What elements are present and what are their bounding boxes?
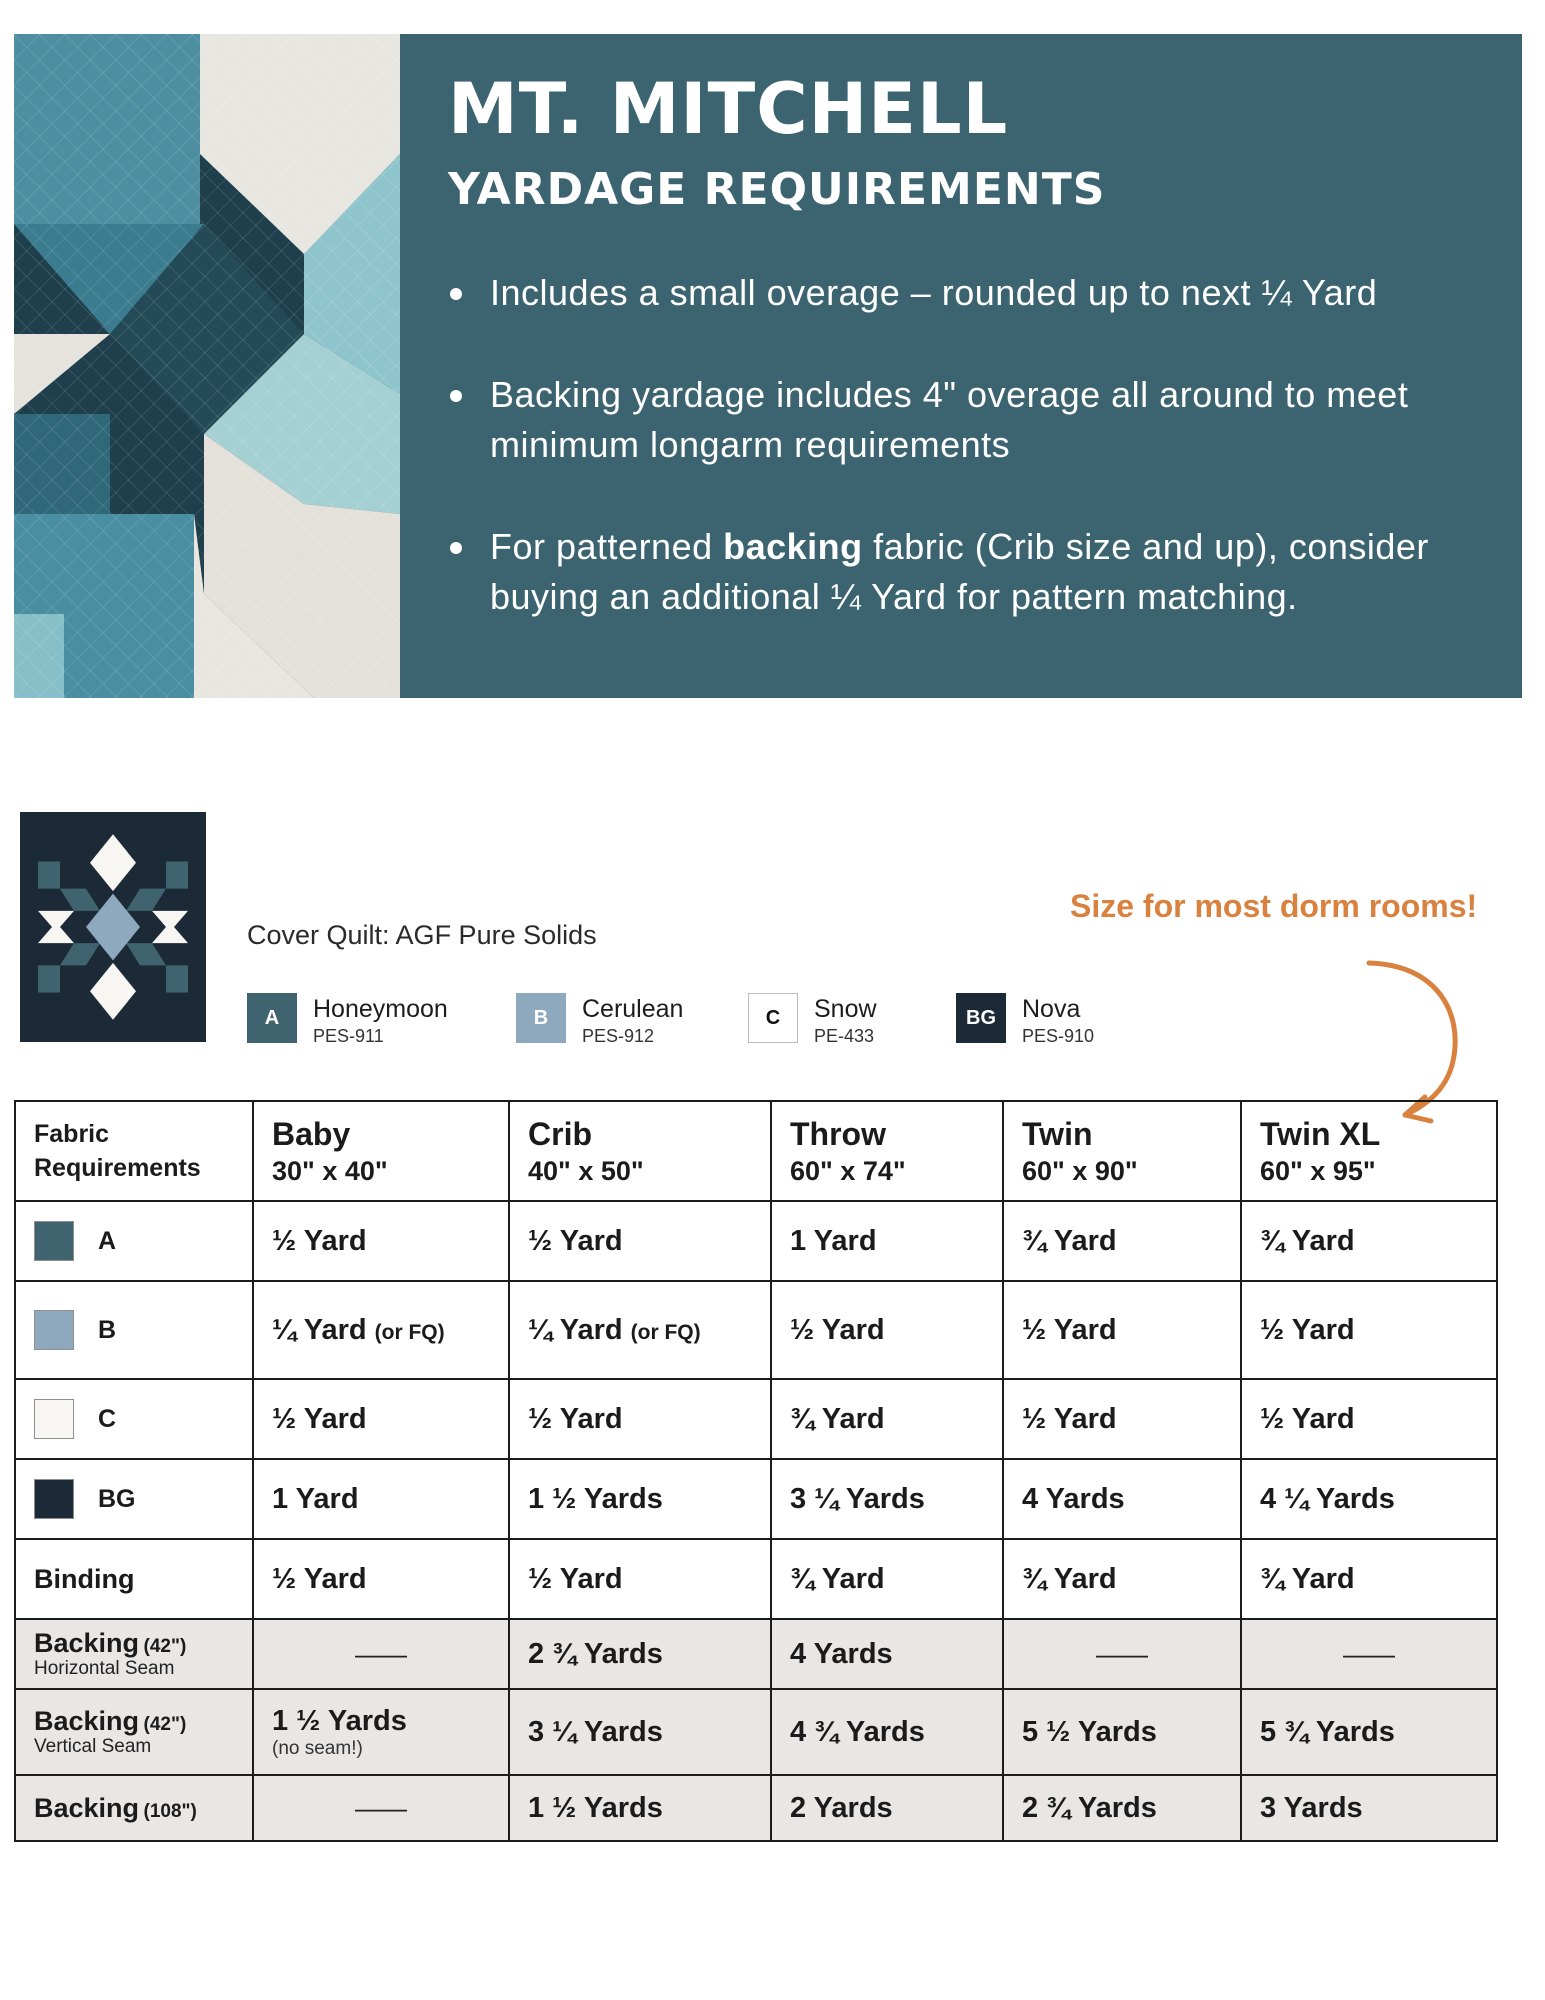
yardage-table xyxy=(14,1100,1498,1842)
swatch-code: PES-910 xyxy=(1022,1026,1095,1046)
cover-quilt-label: Cover Quilt: AGF Pure Solids xyxy=(247,920,597,950)
table-cell: ¾ Yard xyxy=(1241,1201,1497,1281)
swatch-name: Cerulean xyxy=(582,995,684,1023)
swatch-chip: B xyxy=(516,993,566,1043)
swatch-name: Nova xyxy=(1022,995,1081,1023)
table-cell: ½ Yard xyxy=(1241,1281,1497,1379)
table-row xyxy=(15,1775,1497,1841)
table-cell: ½ Yard xyxy=(509,1539,771,1619)
swatch-chip: A xyxy=(247,993,297,1043)
table-cell: 2 ¾ Yards xyxy=(1003,1775,1241,1841)
cover-quilt-thumbnail xyxy=(20,812,206,1042)
fabric-swatch-bg xyxy=(34,1479,74,1519)
header-banner xyxy=(14,34,1522,698)
table-cell: ¾ Yard xyxy=(1003,1539,1241,1619)
swatch-chip: BG xyxy=(956,993,1006,1043)
header-size-twin-xl: Twin XL 60" x 95" xyxy=(1241,1101,1497,1201)
table-cell: ½ Yard xyxy=(1003,1281,1241,1379)
table-header-row xyxy=(15,1101,1497,1201)
binding-label: Binding xyxy=(15,1539,253,1619)
note-item: Includes a small overage – rounded up to next ¼ Yard xyxy=(448,268,1488,318)
table-cell: 1 Yard xyxy=(253,1459,509,1539)
header-size-crib: Crib 40" x 50" xyxy=(509,1101,771,1201)
table-cell: —— xyxy=(253,1775,509,1841)
table-cell: —— xyxy=(1241,1619,1497,1689)
table-cell: ½ Yard xyxy=(1003,1379,1241,1459)
header-size-throw: Throw 60" x 74" xyxy=(771,1101,1003,1201)
table-cell: 5 ¾ Yards xyxy=(1241,1689,1497,1775)
table-cell: 2 ¾ Yards xyxy=(509,1619,771,1689)
fabric-swatch-b xyxy=(34,1310,74,1350)
table-row xyxy=(15,1689,1497,1775)
backing-vertical-label: Backing (42") Vertical Seam xyxy=(15,1689,253,1775)
swatch-name: Honeymoon xyxy=(313,995,448,1023)
table-cell: 4 Yards xyxy=(771,1619,1003,1689)
table-cell: 2 Yards xyxy=(771,1775,1003,1841)
table-cell: ¼ Yard (or FQ) xyxy=(253,1281,509,1379)
swatch-code: PE-433 xyxy=(814,1026,875,1046)
table-cell: ¾ Yard xyxy=(1003,1201,1241,1281)
swatch-code: PES-912 xyxy=(582,1026,655,1046)
table-row xyxy=(15,1379,1497,1459)
table-cell: 1 ½ Yards xyxy=(509,1459,771,1539)
fabric-label-cell: C xyxy=(15,1379,253,1459)
notes-list xyxy=(448,268,1488,622)
swatch-code: PES-911 xyxy=(313,1026,384,1046)
quilt-photo xyxy=(14,34,400,698)
table-cell: ½ Yard xyxy=(771,1281,1003,1379)
table-row xyxy=(15,1201,1497,1281)
header-size-baby: Baby 30" x 40" xyxy=(253,1101,509,1201)
table-cell: 5 ½ Yards xyxy=(1003,1689,1241,1775)
fabric-swatch-a xyxy=(34,1221,74,1261)
table-cell: —— xyxy=(253,1619,509,1689)
table-cell: ½ Yard xyxy=(509,1201,771,1281)
banner-text xyxy=(448,64,1488,674)
table-cell: 4 ¼ Yards xyxy=(1241,1459,1497,1539)
table-row xyxy=(15,1539,1497,1619)
table-cell: 3 ¼ Yards xyxy=(771,1459,1003,1539)
table-cell: 4 ¾ Yards xyxy=(771,1689,1003,1775)
backing-horizontal-label: Backing (42") Horizontal Seam xyxy=(15,1619,253,1689)
table-cell: 3 Yards xyxy=(1241,1775,1497,1841)
fabric-label-cell: A xyxy=(15,1201,253,1281)
table-cell: ¾ Yard xyxy=(1241,1539,1497,1619)
table-row xyxy=(15,1281,1497,1379)
table-row xyxy=(15,1459,1497,1539)
header-fabric-requirements: Fabric Requirements xyxy=(15,1101,253,1201)
table-cell: ½ Yard xyxy=(1241,1379,1497,1459)
table-cell: ½ Yard xyxy=(253,1379,509,1459)
table-cell: 3 ¼ Yards xyxy=(509,1689,771,1775)
note-item: For patterned backing fabric (Crib size and up), consider buying an additional ¼ Yard for pattern matching. xyxy=(448,522,1488,622)
table-cell: ¾ Yard xyxy=(771,1379,1003,1459)
table-cell: ½ Yard xyxy=(509,1379,771,1459)
fabric-label-cell: BG xyxy=(15,1459,253,1539)
table-cell: 4 Yards xyxy=(1003,1459,1241,1539)
backing-108-label: Backing (108") xyxy=(15,1775,253,1841)
swatch-name: Snow xyxy=(814,995,877,1023)
dorm-size-callout: Size for most dorm rooms! xyxy=(1070,888,1478,924)
table-cell: ½ Yard xyxy=(253,1539,509,1619)
table-cell: —— xyxy=(1003,1619,1241,1689)
table-cell: 1 ½ Yards xyxy=(509,1775,771,1841)
note-item: Backing yardage includes 4" overage all around to meet minimum longarm requirements xyxy=(448,370,1488,470)
table-cell: 1 Yard xyxy=(771,1201,1003,1281)
table-cell: ½ Yard xyxy=(253,1201,509,1281)
table-cell: 1 ½ Yards (no seam!) xyxy=(253,1689,509,1775)
fabric-swatch-c xyxy=(34,1399,74,1439)
table-row xyxy=(15,1619,1497,1689)
section-subtitle: YARDAGE REQUIREMENTS xyxy=(448,164,1106,215)
fabric-label-cell: B xyxy=(15,1281,253,1379)
table-cell: ¾ Yard xyxy=(771,1539,1003,1619)
table-cell: ¼ Yard (or FQ) xyxy=(509,1281,771,1379)
pattern-title: MT. MITCHELL xyxy=(448,68,1009,150)
header-size-twin: Twin 60" x 90" xyxy=(1003,1101,1241,1201)
swatch-chip: C xyxy=(748,993,798,1043)
